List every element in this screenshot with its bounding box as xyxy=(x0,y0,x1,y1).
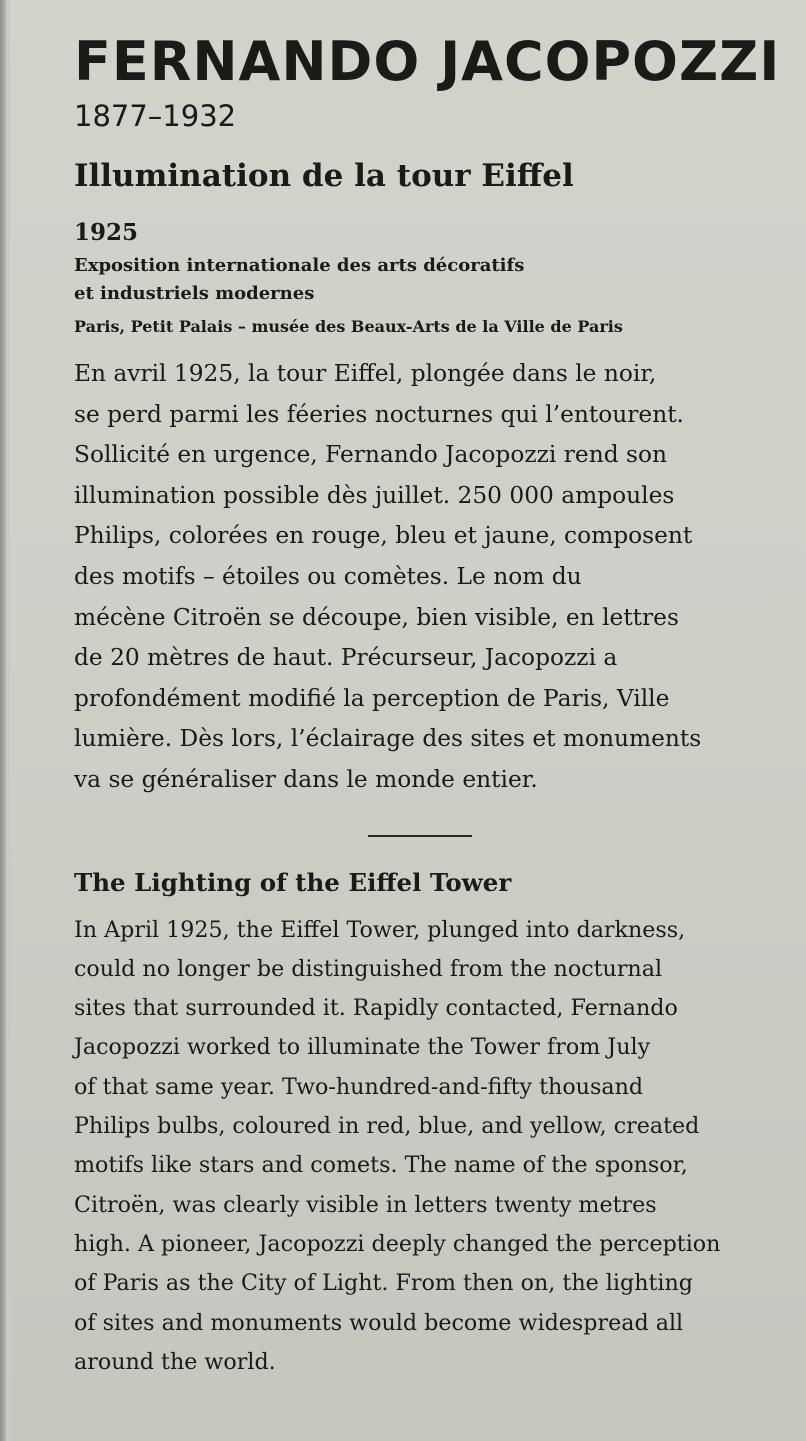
description-french-line: Philips, colorées en rouge, bleu et jaune, composent xyxy=(74,522,693,550)
artist-name: FERNANDO JACOPOZZI xyxy=(74,30,781,93)
description-english xyxy=(74,911,794,1383)
wall-edge xyxy=(0,0,6,1441)
description-french xyxy=(74,354,794,801)
description-french-line: En avril 1925, la tour Eiffel, plongée dans le noir, xyxy=(74,360,657,387)
description-english-line: Jacopozzi worked to illuminate the Tower from July xyxy=(74,1034,651,1061)
description-english-line: In April 1925, the Eiffel Tower, plunged into darkness, xyxy=(74,916,686,943)
description-english-line: sites that surrounded it. Rapidly contacted, Fernando xyxy=(74,995,678,1022)
description-french-line: lumière. Dès lors, l’éclairage des sites et monuments xyxy=(74,725,702,753)
description-english-line: around the world. xyxy=(74,1348,276,1375)
description-english-line: motifs like stars and comets. The name of the sponsor, xyxy=(74,1152,688,1179)
work-title-french: Illumination de la tour Eiffel xyxy=(74,158,574,194)
exposition-line-2: et industriels modernes xyxy=(74,283,315,304)
description-french-line: se perd parmi les féeries nocturnes qui l’entourent. xyxy=(74,400,684,428)
exposition-line-1: Exposition internationale des arts décoratifs xyxy=(74,255,525,276)
description-french-line: illumination possible dès juillet. 250 000 ampoules xyxy=(74,481,675,509)
description-english-line: high. A pioneer, Jacopozzi deeply changed the perception xyxy=(74,1230,721,1257)
description-english-line: Philips bulbs, coloured in red, blue, and yellow, created xyxy=(74,1113,700,1140)
description-french-line: va se généraliser dans le monde entier. xyxy=(74,765,538,793)
description-english-line: of that same year. Two-hundred-and-fifty thousand xyxy=(74,1073,644,1100)
section-divider xyxy=(368,835,472,837)
artist-dates: 1877–1932 xyxy=(74,99,237,133)
description-french-line: de 20 mètres de haut. Précurseur, Jacopozzi a xyxy=(74,644,618,672)
description-french-line: des motifs – étoiles ou comètes. Le nom du xyxy=(74,562,582,590)
description-french-line: profondément modifié la perception de Paris, Ville xyxy=(74,684,670,712)
label-content xyxy=(74,28,794,1382)
description-english-line: could no longer be distinguished from the nocturnal xyxy=(74,955,663,982)
description-english-line: of Paris as the City of Light. From then on, the lighting xyxy=(74,1270,693,1297)
work-year: 1925 xyxy=(74,219,139,246)
description-english-line: of sites and monuments would become widespread all xyxy=(74,1309,684,1336)
collection-credit: Paris, Petit Palais – musée des Beaux-Arts de la Ville de Paris xyxy=(74,317,623,336)
description-english-line: Citroën, was clearly visible in letters twenty metres xyxy=(74,1191,657,1218)
description-french-line: Sollicité en urgence, Fernando Jacopozzi rend son xyxy=(74,441,668,469)
work-title-english: The Lighting of the Eiffel Tower xyxy=(74,867,512,897)
description-french-line: mécène Citroën se découpe, bien visible, en lettres xyxy=(74,603,679,631)
museum-label-panel xyxy=(10,0,806,1441)
